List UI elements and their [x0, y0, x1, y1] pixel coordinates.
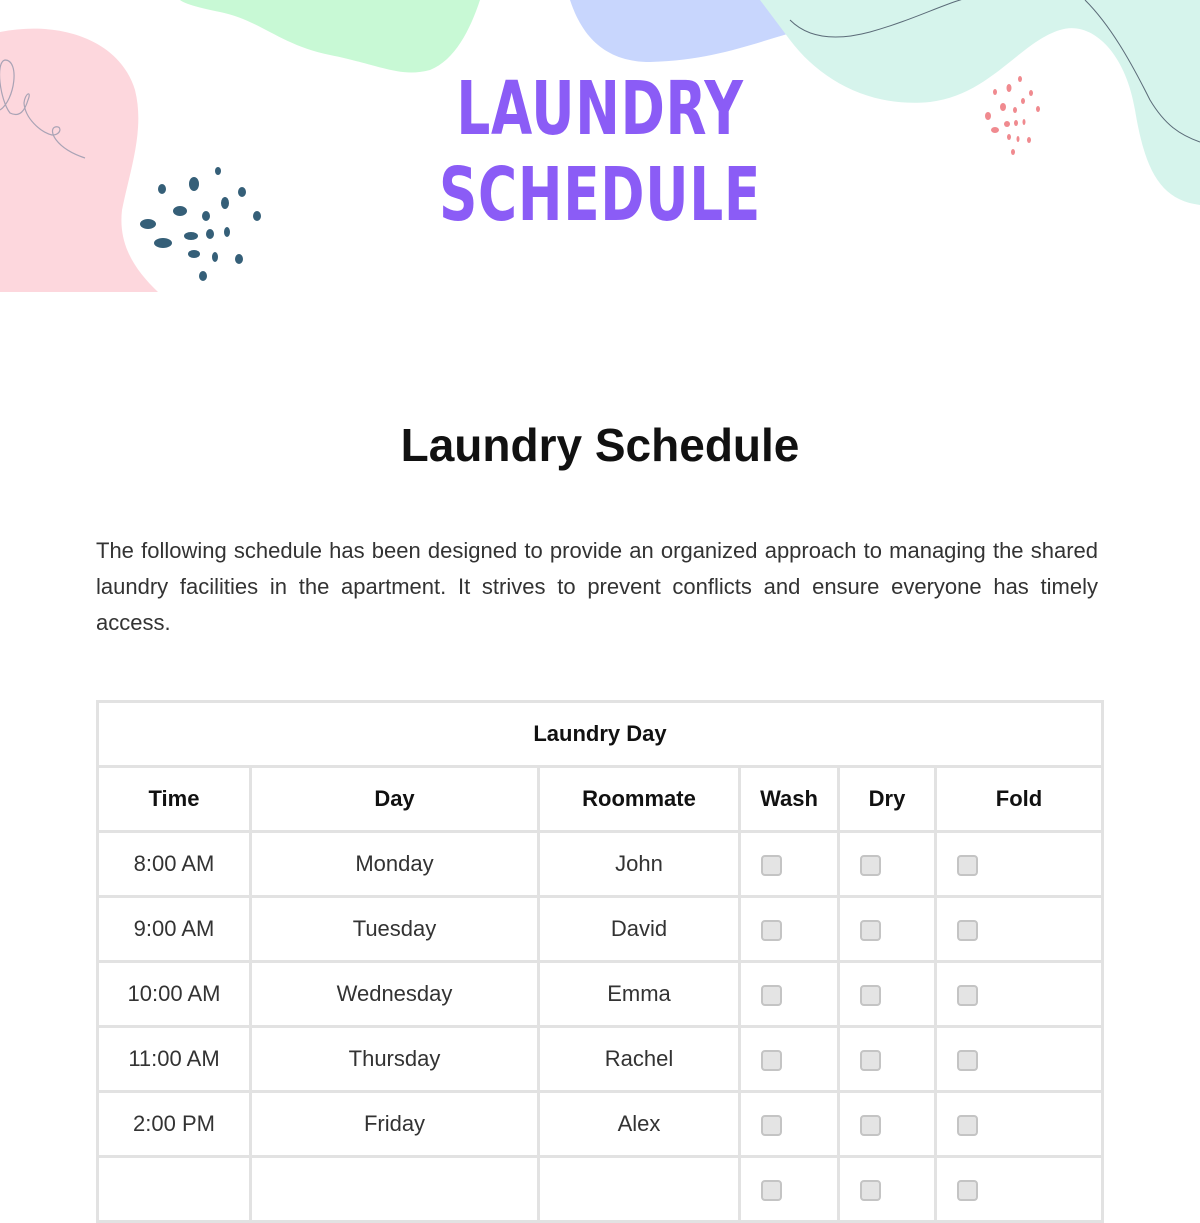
cell-day	[251, 1157, 539, 1222]
table-header-row	[98, 767, 1103, 832]
wash-checkbox[interactable]	[761, 920, 782, 941]
document-title: Laundry Schedule	[400, 419, 800, 471]
cell-time	[98, 1157, 251, 1222]
header-roommate: Roommate	[539, 767, 740, 832]
wash-checkbox[interactable]	[761, 985, 782, 1006]
cell-day: Friday	[251, 1092, 539, 1157]
cell-day: Wednesday	[251, 962, 539, 1027]
header-dry: Dry	[839, 767, 936, 832]
cell-day: Thursday	[251, 1027, 539, 1092]
cell-roommate	[539, 1157, 740, 1222]
cell-time: 11:00 AM	[98, 1027, 251, 1092]
fold-checkbox[interactable]	[957, 1050, 978, 1071]
fold-checkbox[interactable]	[957, 855, 978, 876]
cell-roommate: Rachel	[539, 1027, 740, 1092]
dry-checkbox[interactable]	[860, 855, 881, 876]
cell-roommate: Emma	[539, 962, 740, 1027]
fold-checkbox[interactable]	[957, 1115, 978, 1136]
table-row	[98, 832, 1103, 897]
wash-checkbox[interactable]	[761, 1050, 782, 1071]
cell-time: 10:00 AM	[98, 962, 251, 1027]
cell-time: 2:00 PM	[98, 1092, 251, 1157]
header-wash: Wash	[740, 767, 839, 832]
dry-checkbox[interactable]	[860, 1050, 881, 1071]
fold-checkbox[interactable]	[957, 985, 978, 1006]
green-blob-shape	[180, 0, 480, 72]
table-row	[98, 1027, 1103, 1092]
banner-title-line1: LAUNDRY	[456, 66, 744, 152]
header-fold: Fold	[936, 767, 1103, 832]
dry-checkbox[interactable]	[860, 1115, 881, 1136]
table-row	[98, 897, 1103, 962]
table-caption: Laundry Day	[98, 702, 1103, 767]
cell-time: 8:00 AM	[98, 832, 251, 897]
table-row	[98, 1157, 1103, 1222]
dry-checkbox[interactable]	[860, 1180, 881, 1201]
fold-checkbox[interactable]	[957, 920, 978, 941]
fold-checkbox[interactable]	[957, 1180, 978, 1201]
cell-time: 9:00 AM	[98, 897, 251, 962]
banner-title-line2: SCHEDULE	[438, 152, 762, 238]
laundry-schedule-table	[96, 700, 1104, 1223]
cell-roommate: David	[539, 897, 740, 962]
header-day: Day	[251, 767, 539, 832]
cell-roommate: John	[539, 832, 740, 897]
wash-checkbox[interactable]	[761, 1115, 782, 1136]
banner-title	[0, 66, 1200, 238]
dry-checkbox[interactable]	[860, 985, 881, 1006]
dry-checkbox[interactable]	[860, 920, 881, 941]
wash-checkbox[interactable]	[761, 855, 782, 876]
cell-day: Monday	[251, 832, 539, 897]
table-row	[98, 962, 1103, 1027]
cell-day: Tuesday	[251, 897, 539, 962]
table-row	[98, 1092, 1103, 1157]
cell-roommate: Alex	[539, 1092, 740, 1157]
header-time: Time	[98, 767, 251, 832]
intro-paragraph: The following schedule has been designed to provide an organized approach to managing the shared laundry facilities in the apartment. It strives to prevent conflicts and ensure everyone has timely access.	[96, 538, 1098, 635]
wash-checkbox[interactable]	[761, 1180, 782, 1201]
